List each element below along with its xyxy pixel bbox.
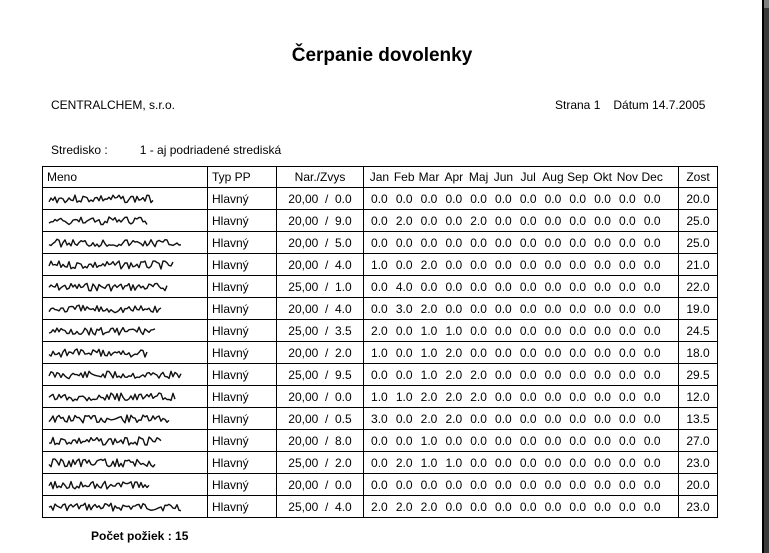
header-name: Meno [43,167,208,188]
page-number: Strana 1 [555,98,601,112]
month-value: 0.0 [395,191,413,206]
month-value: 0.0 [445,213,463,228]
redacted-name [43,188,208,210]
cell-type: Hlavný [208,210,277,232]
cell-months [364,188,679,210]
month-value: 0.0 [569,191,587,206]
month-value: 0.0 [420,191,438,206]
month-value: 0.0 [594,279,611,294]
cell-months [364,320,679,342]
month-value: 0.0 [420,213,438,228]
month-value: 0.0 [371,235,388,250]
stredisko-label: Stredisko : [51,143,108,157]
month-value: 0.0 [395,345,413,360]
month-value: 0.0 [643,323,661,338]
cell-months [364,342,679,364]
redacted-name [43,298,208,320]
month-value: 2.0 [445,389,463,404]
month-value: 0.0 [519,499,537,514]
month-value: 0.0 [619,235,636,250]
month-value: 0.0 [619,499,636,514]
page-shadow [764,8,769,553]
month-value: 0.0 [420,279,438,294]
month-value: 1.0 [395,389,413,404]
month-value: 0.0 [445,235,463,250]
cell-zost: 20.0 [679,188,718,210]
month-value: 0.0 [519,323,537,338]
month-value: 2.0 [470,367,487,382]
month-value: 0.0 [395,477,413,492]
month-value: 0.0 [643,257,661,272]
cell-nar: 20,00 / 4.0 [277,254,364,276]
month-value: 0.0 [569,433,587,448]
cell-type: Hlavný [208,276,277,298]
cell-type: Hlavný [208,364,277,386]
cell-zost: 13.5 [679,408,718,430]
month-value: 0.0 [445,279,463,294]
month-value: 0.0 [495,477,512,492]
month-value: 0.0 [495,301,512,316]
month-value: 0.0 [643,477,661,492]
redacted-name [43,364,208,386]
cell-zost: 27.0 [679,430,718,452]
month-value: 0.0 [643,235,661,250]
month-value: 0.0 [569,455,587,470]
table-row [43,342,718,364]
month-value: 0.0 [594,433,611,448]
record-count: Počet požiek : 15 [91,529,189,543]
cell-zost: 18.0 [679,342,718,364]
month-value: 0.0 [544,433,562,448]
stredisko-value: 1 - aj podriadené strediská [139,143,282,157]
month-value: 0.0 [569,257,587,272]
cell-zost: 19.0 [679,298,718,320]
month-value: 1.0 [420,367,438,382]
month-value: 0.0 [495,345,512,360]
month-value: 0.0 [569,301,587,316]
month-value: 0.0 [594,191,611,206]
month-value: 0.0 [643,411,661,426]
month-value: 2.0 [395,213,413,228]
month-value: 0.0 [594,301,611,316]
month-value: 2.0 [445,345,463,360]
month-value: 0.0 [594,213,611,228]
month-value: 0.0 [594,235,611,250]
cell-months [364,430,679,452]
month-value: 0.0 [470,323,487,338]
month-value: 1.0 [420,455,438,470]
month-header: Jul [520,170,536,184]
cell-nar: 25,00 / 2.0 [277,452,364,474]
month-value: 0.0 [544,367,562,382]
page-info [555,98,705,112]
month-value: 0.0 [470,301,487,316]
cell-zost: 22.0 [679,276,718,298]
month-value: 0.0 [619,477,636,492]
month-value: 0.0 [619,455,636,470]
month-value: 0.0 [544,345,562,360]
company-name: CENTRALCHEM, s.r.o. [51,98,176,112]
redacted-name [43,408,208,430]
month-value: 0.0 [395,235,413,250]
month-value: 1.0 [371,389,388,404]
table-row [43,408,718,430]
cell-type: Hlavný [208,232,277,254]
table-header-row [43,167,718,188]
month-value: 0.0 [569,499,587,514]
month-header: Jan [369,170,390,184]
month-value: 0.0 [495,433,512,448]
month-value: 0.0 [445,301,463,316]
month-value: 0.0 [619,191,636,206]
month-value: 0.0 [544,257,562,272]
month-header: Aug [542,170,564,184]
month-value: 0.0 [569,235,587,250]
month-value: 0.0 [371,367,388,382]
table-row [43,298,718,320]
month-value: 0.0 [544,411,562,426]
month-value: 0.0 [544,477,562,492]
month-value: 0.0 [495,367,512,382]
cell-months [364,276,679,298]
cell-nar: 25,00 / 4.0 [277,496,364,518]
cell-type: Hlavný [208,474,277,496]
month-header: Jun [493,170,514,184]
month-value: 0.0 [619,345,636,360]
month-value: 0.0 [594,455,611,470]
month-value: 2.0 [395,455,413,470]
month-header: Mar [418,170,440,184]
table-row [43,254,718,276]
cell-nar: 20,00 / 8.0 [277,430,364,452]
month-value: 0.0 [470,257,487,272]
cell-zost: 24.5 [679,320,718,342]
month-value: 0.0 [495,411,512,426]
month-value: 0.0 [470,191,487,206]
month-value: 0.0 [569,367,587,382]
table-row [43,210,718,232]
month-value: 2.0 [445,411,463,426]
cell-type: Hlavný [208,386,277,408]
month-value: 0.0 [371,191,388,206]
month-value: 0.0 [643,389,661,404]
month-value: 0.0 [495,213,512,228]
month-value: 0.0 [445,499,463,514]
month-value: 0.0 [594,257,611,272]
month-value: 0.0 [594,323,611,338]
cell-months [364,408,679,430]
table-row [43,320,718,342]
cell-nar: 20,00 / 5.0 [277,232,364,254]
month-value: 0.0 [470,279,487,294]
month-value: 0.0 [495,257,512,272]
month-value: 1.0 [420,433,438,448]
month-value: 0.0 [371,279,388,294]
month-value: 0.0 [470,433,487,448]
month-value: 0.0 [495,323,512,338]
month-value: 0.0 [619,367,636,382]
cell-type: Hlavný [208,188,277,210]
cell-type: Hlavný [208,254,277,276]
month-value: 0.0 [445,257,463,272]
month-value: 0.0 [594,367,611,382]
cell-zost: 25.0 [679,232,718,254]
month-value: 0.0 [544,323,562,338]
month-value: 0.0 [445,191,463,206]
cell-zost: 21.0 [679,254,718,276]
cell-zost: 25.0 [679,210,718,232]
month-value: 0.0 [371,455,388,470]
month-value: 0.0 [594,411,611,426]
redacted-name [43,320,208,342]
redacted-name [43,452,208,474]
month-value: 2.0 [420,411,438,426]
vacation-table [42,166,718,518]
month-header: Feb [393,170,415,184]
redacted-name [43,386,208,408]
month-header: Nov [616,170,639,184]
table-row [43,276,718,298]
month-value: 0.0 [470,455,487,470]
month-value: 0.0 [470,345,487,360]
month-value: 0.0 [519,301,537,316]
month-value: 0.0 [519,191,537,206]
month-value: 0.0 [619,411,636,426]
month-value: 2.0 [420,499,438,514]
table-row [43,188,718,210]
month-value: 0.0 [519,367,537,382]
table-row [43,452,718,474]
month-value: 0.0 [371,213,388,228]
month-header: Dec [641,170,663,184]
month-value: 0.0 [594,477,611,492]
redacted-name [43,232,208,254]
cell-zost: 23.0 [679,496,718,518]
cell-months [364,210,679,232]
month-value: 0.0 [519,433,537,448]
cell-months [364,474,679,496]
cell-months [364,298,679,320]
month-value: 0.0 [519,235,537,250]
month-value: 0.0 [519,279,537,294]
month-value: 2.0 [445,367,463,382]
header-months [364,167,679,188]
report-title: Čerpanie dovolenky [291,45,473,66]
month-value: 1.0 [420,345,438,360]
month-value: 0.0 [643,455,661,470]
month-value: 0.0 [569,345,587,360]
header-zost: Zost [679,167,718,188]
month-value: 0.0 [519,455,537,470]
month-value: 1.0 [445,323,463,338]
month-value: 2.0 [371,323,388,338]
month-value: 0.0 [371,433,388,448]
month-value: 0.0 [619,301,636,316]
table-row [43,474,718,496]
cell-nar: 25,00 / 9.5 [277,364,364,386]
month-value: 0.0 [470,235,487,250]
cell-nar: 25,00 / 1.0 [277,276,364,298]
month-value: 0.0 [519,257,537,272]
month-value: 2.0 [371,499,388,514]
cell-type: Hlavný [208,452,277,474]
month-value: 0.0 [395,323,413,338]
month-value: 0.0 [569,323,587,338]
table-row [43,386,718,408]
cell-nar: 20,00 / 2.0 [277,342,364,364]
cell-type: Hlavný [208,430,277,452]
month-header: Maj [468,170,489,184]
month-value: 2.0 [420,389,438,404]
month-value: 0.0 [495,235,512,250]
month-value: 0.0 [445,477,463,492]
month-value: 2.0 [470,213,487,228]
cell-months [364,452,679,474]
month-value: 0.0 [619,323,636,338]
cell-months [364,386,679,408]
redacted-name [43,496,208,518]
month-value: 0.0 [544,235,562,250]
month-value: 0.0 [544,279,562,294]
redacted-name [43,210,208,232]
month-header: Apr [444,170,464,184]
month-value: 0.0 [544,213,562,228]
month-value: 0.0 [544,191,562,206]
redacted-name [43,474,208,496]
month-value: 0.0 [445,433,463,448]
redacted-name [43,430,208,452]
cell-nar: 20,00 / 9.0 [277,210,364,232]
month-value: 4.0 [395,279,413,294]
month-value: 2.0 [395,499,413,514]
month-value: 0.0 [470,499,487,514]
header-nar: Nar./Zvys [277,167,364,188]
month-value: 0.0 [619,213,636,228]
cell-nar: 20,00 / 0.0 [277,188,364,210]
redacted-name [43,254,208,276]
month-value: 1.0 [371,345,388,360]
table-row [43,364,718,386]
month-value: 3.0 [395,301,413,316]
month-value: 0.0 [569,279,587,294]
cell-nar: 20,00 / 4.0 [277,298,364,320]
month-value: 0.0 [495,279,512,294]
report-date: Dátum 14.7.2005 [613,98,706,112]
month-value: 1.0 [371,257,388,272]
month-value: 0.0 [643,279,661,294]
month-value: 0.0 [544,499,562,514]
table-row [43,232,718,254]
month-value: 0.0 [643,433,661,448]
month-value: 0.0 [643,345,661,360]
cell-type: Hlavný [208,342,277,364]
month-value: 0.0 [420,477,438,492]
cell-type: Hlavný [208,298,277,320]
month-value: 0.0 [643,301,661,316]
month-value: 2.0 [420,257,438,272]
month-value: 0.0 [495,389,512,404]
cell-months [364,496,679,518]
month-value: 0.0 [569,411,587,426]
month-value: 0.0 [594,389,611,404]
month-value: 0.0 [470,477,487,492]
month-value: 0.0 [495,455,512,470]
month-value: 0.0 [594,499,611,514]
month-header: Sep [567,170,589,184]
month-value: 1.0 [445,455,463,470]
month-value: 0.0 [569,213,587,228]
month-value: 1.0 [420,323,438,338]
month-value: 0.0 [395,257,413,272]
month-value: 0.0 [519,411,537,426]
month-value: 0.0 [519,389,537,404]
month-value: 0.0 [519,345,537,360]
month-value: 0.0 [643,499,661,514]
cell-zost: 12.0 [679,386,718,408]
month-value: 0.0 [544,455,562,470]
cell-zost: 29.5 [679,364,718,386]
month-value: 0.0 [371,301,388,316]
month-value: 0.0 [619,257,636,272]
redacted-name [43,342,208,364]
month-value: 0.0 [519,477,537,492]
table-row [43,430,718,452]
month-value: 0.0 [420,235,438,250]
cell-type: Hlavný [208,408,277,430]
month-value: 0.0 [495,499,512,514]
month-value: 0.0 [519,213,537,228]
cell-zost: 23.0 [679,452,718,474]
month-value: 0.0 [395,411,413,426]
cell-nar: 20,00 / 0.0 [277,474,364,496]
month-header: Okt [593,170,612,184]
month-value: 0.0 [371,477,388,492]
month-value: 0.0 [495,191,512,206]
cell-type: Hlavný [208,320,277,342]
month-value: 0.0 [395,433,413,448]
month-value: 0.0 [619,279,636,294]
month-value: 0.0 [395,367,413,382]
month-value: 0.0 [544,389,562,404]
cell-nar: 20,00 / 0.5 [277,408,364,430]
cell-type: Hlavný [208,496,277,518]
header-type: Typ PP [208,167,277,188]
month-value: 0.0 [594,345,611,360]
month-value: 0.0 [569,477,587,492]
redacted-name [43,276,208,298]
month-value: 0.0 [569,389,587,404]
month-value: 2.0 [420,301,438,316]
month-value: 2.0 [470,389,487,404]
month-value: 3.0 [371,411,388,426]
table-row [43,496,718,518]
month-value: 0.0 [643,367,661,382]
cell-zost: 20.0 [679,474,718,496]
month-value: 0.0 [643,191,661,206]
month-value: 0.0 [643,213,661,228]
cell-months [364,254,679,276]
stredisko-line [51,143,281,157]
month-value: 0.0 [619,433,636,448]
month-value: 0.0 [619,389,636,404]
cell-months [364,364,679,386]
month-value: 0.0 [470,411,487,426]
month-value: 0.0 [544,301,562,316]
cell-nar: 20,00 / 0.0 [277,386,364,408]
cell-nar: 25,00 / 3.5 [277,320,364,342]
cell-months [364,232,679,254]
